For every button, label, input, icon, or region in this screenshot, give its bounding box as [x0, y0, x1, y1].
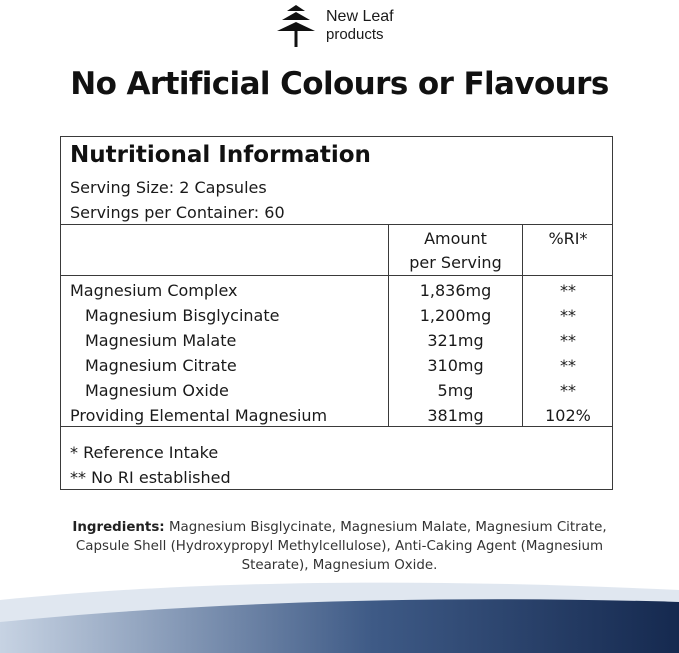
nutrient-amount: 1,200mg [419, 306, 492, 325]
nutrient-ri: ** [560, 331, 576, 350]
nutrient-amount: 310mg [427, 356, 484, 375]
divider-line [61, 426, 612, 427]
nutrient-ri: 102% [545, 406, 591, 425]
amount-header-sub: per Serving [409, 253, 502, 272]
brand-name: New Leaf [326, 8, 394, 25]
panel-title: Nutritional Information [70, 142, 371, 168]
nutrient-ri: ** [560, 306, 576, 325]
nutrient-name: Magnesium Malate [85, 331, 237, 350]
brand-subname: products [326, 26, 384, 43]
footnote: ** No RI established [70, 468, 231, 487]
ingredients-label: Ingredients: [72, 520, 165, 535]
nutrient-name: Providing Elemental Magnesium [70, 406, 328, 425]
nutrient-ri: ** [560, 356, 576, 375]
servings-per-container: Servings per Container: 60 [70, 203, 285, 222]
nutrient-name: Magnesium Oxide [85, 381, 229, 400]
brand-logo [276, 3, 416, 49]
nutrient-amount: 381mg [427, 406, 484, 425]
divider-line [61, 224, 612, 225]
decorative-wave [0, 560, 679, 653]
nutrient-name: Magnesium Complex [70, 281, 238, 300]
nutrition-panel [60, 136, 613, 490]
nutrient-amount: 1,836mg [419, 281, 492, 300]
ingredients-text: Magnesium Bisglycinate, Magnesium Malate, Magnesium Citrate, Capsule Shell (Hydroxypropyl Methylcellulose), Anti-Caking Agent (Magnesium Stearate), Magnesium Oxide. [75, 520, 607, 573]
page-headline: No Artificial Colours or Flavours [70, 66, 609, 102]
nutrient-ri: ** [560, 381, 576, 400]
nutrient-name: Magnesium Bisglycinate [85, 306, 280, 325]
ri-header: %RI* [548, 229, 588, 248]
tree-icon [276, 3, 316, 49]
divider-line [61, 275, 612, 276]
nutrient-name: Magnesium Citrate [85, 356, 237, 375]
nutrient-ri: ** [560, 281, 576, 300]
footnote: * Reference Intake [70, 443, 219, 462]
amount-header: Amount [424, 229, 487, 248]
nutrient-amount: 5mg [437, 381, 474, 400]
nutrient-amount: 321mg [427, 331, 484, 350]
serving-size: Serving Size: 2 Capsules [70, 178, 267, 197]
